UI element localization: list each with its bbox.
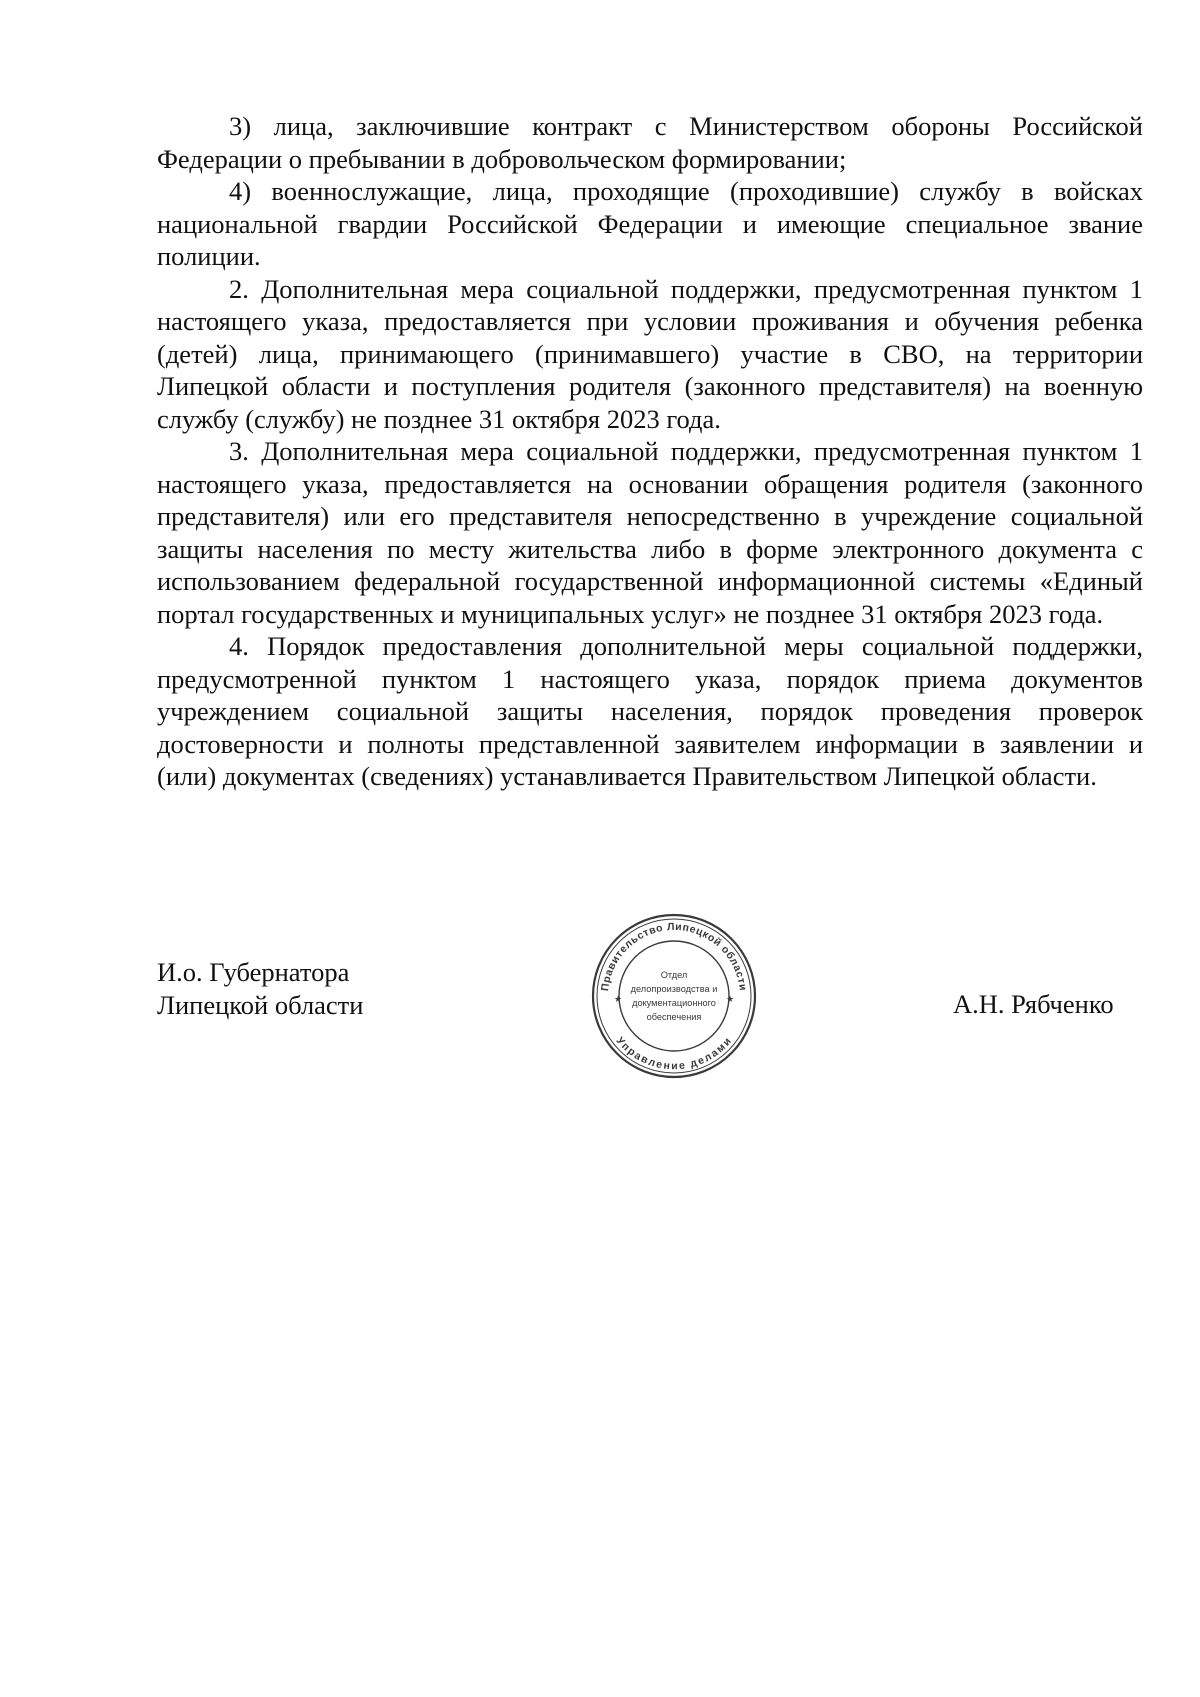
document-body — [157, 110, 1143, 793]
signatory-position-line2: Липецкой области — [157, 989, 364, 1020]
paragraph-item-4: 4) военнослужащие, лица, проходящие (проходившие) службу в войсках национальной гвардии Российской Федерации и имеющие специальное звание полиции. — [157, 176, 1143, 271]
official-seal-stamp — [590, 912, 758, 1080]
stamp-outer-text-bottom: Управление делами — [613, 1034, 735, 1073]
stamp-center-line1: Отдел — [660, 970, 688, 980]
paragraph-clause-3: 3. Дополнительная мера социальной поддержки, предусмотренная пунктом 1 настоящего указа, предоставляется на основании обращения родителя (законного представителя) или его представителя непосредственно в учреждение социальной защиты населения по месту жительства либо в форме электронного документа с использованием федеральной государственной информационной системы «Единый портал государственных и муниципальных услуг» не позднее 31 октября 2023 года. — [157, 436, 1143, 629]
signatory-position — [157, 956, 363, 1021]
stamp-outer-text-top: Правительство Липецкой области — [599, 920, 749, 992]
paragraph-clause-4: 4. Порядок предоставления дополнительной меры социальной поддержки, предусмотренной пунктом 1 настоящего указа, порядок приема документов учреждением социальной защиты населения, порядок проведения проверок достоверности и полноты представленной заявителем информации в заявлении и (или) документах (сведениях) устанавливается Правительством Липецкой области. — [157, 631, 1143, 791]
paragraph-item-3: 3) лица, заключившие контракт с Министерством обороны Российской Федерации о пребывании в добровольческом формировании; — [157, 111, 1143, 174]
stamp-separator-star-left: ★ — [614, 995, 623, 1005]
stamp-center-line2: делопроизводства и — [630, 984, 718, 994]
signatory-name: А.Н. Рябченко — [953, 989, 1114, 1019]
stamp-center-line4: обеспечения — [646, 1012, 702, 1022]
signatory-position-line1: И.о. Губернатора — [157, 957, 350, 987]
stamp-center-line3: документационного — [632, 998, 716, 1008]
stamp-separator-star-right: ★ — [726, 995, 735, 1005]
paragraph-clause-2: 2. Дополнительная мера социальной поддержки, предусмотренная пунктом 1 настоящего указа, предоставляется при условии проживания и обучения ребенка (детей) лица, принимающего (принимавшего) участие в СВО, на территории Липецкой области и поступления родителя (законного представителя) на военную службу (службу) не позднее 31 октября 2023 года. — [157, 273, 1143, 434]
